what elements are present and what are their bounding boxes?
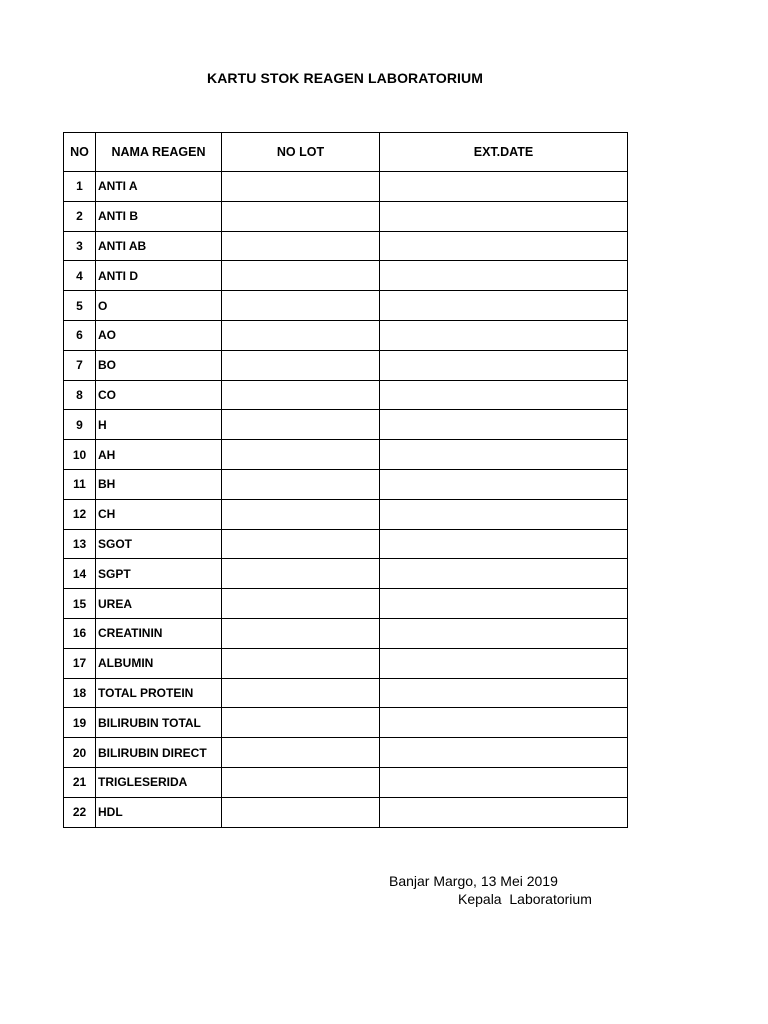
lot-number-cell[interactable] [222,261,380,291]
table-row [64,231,628,261]
lot-number-cell[interactable] [222,320,380,350]
lot-number-cell[interactable] [222,708,380,738]
expiry-date-cell[interactable] [380,410,628,440]
reagent-name: SGPT [96,559,222,589]
expiry-date-cell[interactable] [380,678,628,708]
expiry-date-cell[interactable] [380,231,628,261]
table-row [64,797,628,827]
table-row [64,678,628,708]
lot-number-cell[interactable] [222,589,380,619]
row-number: 22 [64,797,96,827]
row-number: 16 [64,618,96,648]
document-title: KARTU STOK REAGEN LABORATORIUM [207,70,483,86]
lot-number-cell[interactable] [222,529,380,559]
reagent-stock-table [63,132,628,828]
expiry-date-cell[interactable] [380,172,628,202]
table-row [64,172,628,202]
row-number: 8 [64,380,96,410]
expiry-date-cell[interactable] [380,201,628,231]
lot-number-cell[interactable] [222,678,380,708]
row-number: 18 [64,678,96,708]
lot-number-cell[interactable] [222,469,380,499]
table-row [64,708,628,738]
table-row [64,499,628,529]
lot-number-cell[interactable] [222,380,380,410]
expiry-date-cell[interactable] [380,320,628,350]
table-row [64,350,628,380]
table-row [64,618,628,648]
header-reagent-name: NAMA REAGEN [96,133,222,172]
table-row [64,648,628,678]
row-number: 1 [64,172,96,202]
table-row [64,380,628,410]
header-row [64,133,628,172]
lot-number-cell[interactable] [222,618,380,648]
table-row [64,291,628,321]
lot-number-cell[interactable] [222,797,380,827]
reagent-name: BO [96,350,222,380]
reagent-name: AH [96,440,222,470]
reagent-name: ANTI AB [96,231,222,261]
row-number: 3 [64,231,96,261]
reagent-name: SGOT [96,529,222,559]
lot-number-cell[interactable] [222,499,380,529]
expiry-date-cell[interactable] [380,648,628,678]
row-number: 10 [64,440,96,470]
signature-role: Kepala Laboratorium [458,891,592,907]
expiry-date-cell[interactable] [380,440,628,470]
reagent-name: HDL [96,797,222,827]
lot-number-cell[interactable] [222,291,380,321]
row-number: 2 [64,201,96,231]
expiry-date-cell[interactable] [380,797,628,827]
reagent-name: CH [96,499,222,529]
reagent-name: BILIRUBIN DIRECT [96,738,222,768]
reagent-name: ANTI B [96,201,222,231]
reagent-name: TRIGLESERIDA [96,767,222,797]
row-number: 13 [64,529,96,559]
expiry-date-cell[interactable] [380,767,628,797]
signature-place-date: Banjar Margo, 13 Mei 2019 [389,873,558,889]
row-number: 4 [64,261,96,291]
table-row [64,767,628,797]
row-number: 9 [64,410,96,440]
reagent-name: H [96,410,222,440]
lot-number-cell[interactable] [222,410,380,440]
lot-number-cell[interactable] [222,201,380,231]
lot-number-cell[interactable] [222,350,380,380]
expiry-date-cell[interactable] [380,529,628,559]
reagent-name: O [96,291,222,321]
row-number: 12 [64,499,96,529]
expiry-date-cell[interactable] [380,499,628,529]
lot-number-cell[interactable] [222,738,380,768]
table-header [64,133,628,172]
row-number: 21 [64,767,96,797]
expiry-date-cell[interactable] [380,738,628,768]
expiry-date-cell[interactable] [380,559,628,589]
header-lot-number: NO LOT [222,133,380,172]
table-row [64,201,628,231]
lot-number-cell[interactable] [222,767,380,797]
expiry-date-cell[interactable] [380,261,628,291]
table-row [64,320,628,350]
reagent-name: ANTI A [96,172,222,202]
expiry-date-cell[interactable] [380,469,628,499]
reagent-name: CO [96,380,222,410]
expiry-date-cell[interactable] [380,708,628,738]
row-number: 14 [64,559,96,589]
header-expiry-date: EXT.DATE [380,133,628,172]
expiry-date-cell[interactable] [380,350,628,380]
reagent-name: BILIRUBIN TOTAL [96,708,222,738]
row-number: 17 [64,648,96,678]
reagent-name: UREA [96,589,222,619]
expiry-date-cell[interactable] [380,291,628,321]
row-number: 5 [64,291,96,321]
reagent-name: ANTI D [96,261,222,291]
reagent-name: CREATININ [96,618,222,648]
expiry-date-cell[interactable] [380,380,628,410]
row-number: 20 [64,738,96,768]
table-row [64,589,628,619]
expiry-date-cell[interactable] [380,618,628,648]
reagent-name: ALBUMIN [96,648,222,678]
lot-number-cell[interactable] [222,648,380,678]
lot-number-cell[interactable] [222,440,380,470]
table-row [64,440,628,470]
row-number: 19 [64,708,96,738]
lot-number-cell[interactable] [222,231,380,261]
reagent-name: BH [96,469,222,499]
table-row [64,738,628,768]
header-no: NO [64,133,96,172]
reagent-name: TOTAL PROTEIN [96,678,222,708]
expiry-date-cell[interactable] [380,589,628,619]
table-row [64,261,628,291]
lot-number-cell[interactable] [222,559,380,589]
row-number: 11 [64,469,96,499]
table-row [64,529,628,559]
table-row [64,410,628,440]
reagent-name: AO [96,320,222,350]
table-row [64,559,628,589]
lot-number-cell[interactable] [222,172,380,202]
row-number: 7 [64,350,96,380]
row-number: 15 [64,589,96,619]
table-row [64,469,628,499]
row-number: 6 [64,320,96,350]
table-body [64,172,628,828]
